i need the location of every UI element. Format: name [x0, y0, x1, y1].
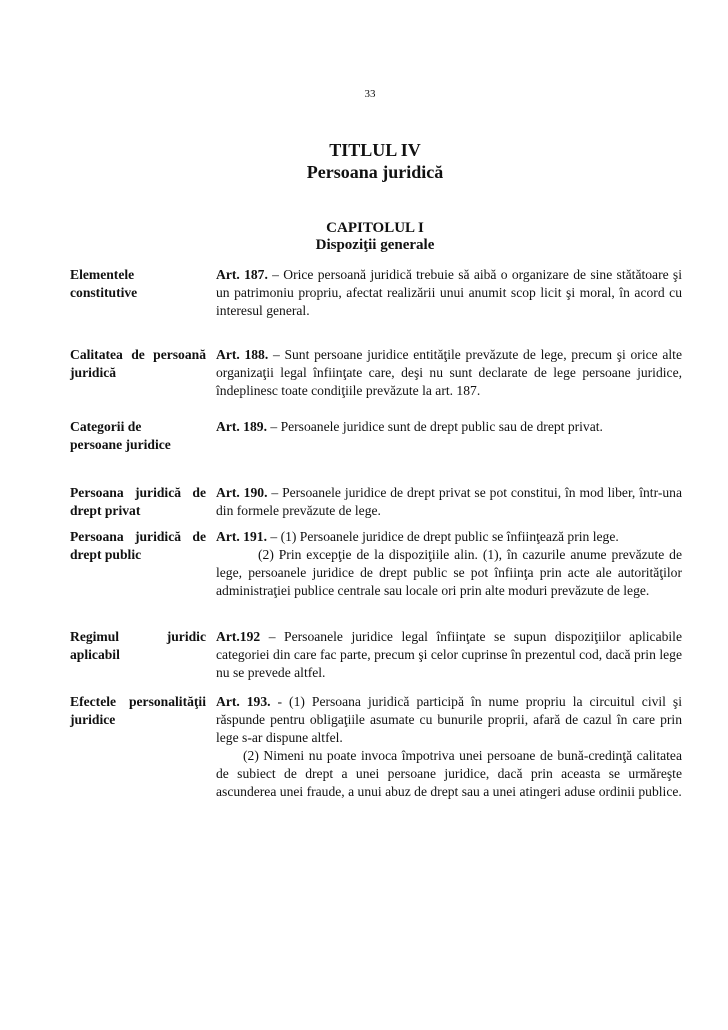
margin-label [70, 266, 206, 302]
margin-label-line: Regimul juridic [70, 629, 206, 644]
margin-label-line: constitutive [70, 285, 138, 300]
article-text: – Persoanele juridice de drept privat se pot constitui, în mod liber, într-una din formele prevăzute de lege. [216, 485, 682, 518]
article-text: – Persoanele juridice sunt de drept public sau de drept privat. [266, 419, 603, 434]
article-number: Art. 191. [216, 529, 267, 544]
article-body [216, 484, 682, 520]
article-text: – Persoanele juridice legal înfiinţate se supun dispoziţiilor aplicabile categoriei din care fac parte, precum şi celor cuprinse în prezentul cod, dacă prin lege nu se prevede altfel. [216, 629, 682, 680]
margin-label-line: Persoana juridică de [70, 529, 206, 544]
article-number: Art. 189. [216, 419, 267, 434]
margin-label-line: drept public [70, 547, 142, 562]
margin-label-line: drept privat [70, 503, 141, 518]
article-text: – Sunt persoane juridice entităţile prevăzute de lege, precum şi orice alte organizaţii legal înfiinţate care, deşi nu sunt declarate de lege persoane juridice, îndeplinesc toate condiţiile prevăzute la art. 187. [216, 347, 682, 398]
article-number: Art.192 [216, 629, 261, 644]
margin-label-line: juridice [70, 712, 116, 727]
article-paragraph [216, 693, 682, 747]
article-body [216, 266, 682, 320]
article-body [216, 346, 682, 400]
margin-label-line: Elementele [70, 267, 135, 282]
margin-label [70, 484, 206, 520]
chapter-heading: CAPITOLUL I [326, 220, 424, 236]
article-number: Art. 193. [216, 694, 271, 709]
article-paragraph-2: (2) Prin excepţie de la dispoziţiile alin. (1), în cazurile anume prevăzute de lege, persoanele juridice de drept public se pot înfiinţa prin acte ale autorităţilor administraţiei publice centrale sau locale ori prin alte moduri prevăzute de lege. [216, 547, 682, 598]
article-paragraph-2: (2) Nimeni nu poate invoca împotriva unei persoane de bună-credinţă calitatea de subiect de drept a unei persoane juridice, dacă prin aceasta se urmăreşte ascunderea unei fraude, a unui abuz de drept sau a unei atingeri aduse ordinii publice. [216, 748, 682, 799]
margin-label-line: aplicabil [70, 647, 120, 662]
article-paragraph [216, 484, 682, 520]
margin-label-line: Categorii de [70, 419, 142, 434]
margin-label [70, 628, 206, 664]
margin-label-line: Efectele personalităţii [70, 694, 206, 709]
article-body [216, 693, 682, 801]
page-number: 33 [364, 88, 376, 100]
article-body [216, 418, 682, 436]
article-paragraph [216, 628, 682, 682]
chapter-subheading: Dispoziţii generale [315, 237, 435, 253]
article-body [216, 528, 682, 600]
title-heading: TITLUL IV [329, 140, 421, 160]
article-number: Art. 190. [216, 485, 268, 500]
margin-label [70, 528, 206, 564]
article-paragraph [216, 266, 682, 320]
title-subheading: Persoana juridică [306, 162, 444, 182]
margin-label-line: Calitatea de persoană [70, 347, 206, 362]
article-number: Art. 187. [216, 267, 268, 282]
article-text: – Orice persoană juridică trebuie să aibă o organizare de sine stătătoare şi un patrimoniu propriu, afectat realizării unui anumit scop licit şi moral, în acord cu interesul general. [216, 267, 683, 318]
margin-label-line: persoane juridice [70, 437, 171, 452]
article-text: – (1) Persoanele juridice de drept public se înfiinţează prin lege. [266, 529, 619, 544]
article-paragraph [216, 346, 682, 400]
margin-label [70, 418, 206, 454]
article-text: - (1) Persoana juridică participă în nume propriu la circuitul civil şi răspunde pentru obligaţiile asumate cu bunurile proprii, afară de cazul în care prin lege s-ar dispune altfel. [216, 694, 682, 745]
margin-label [70, 346, 206, 382]
article-number: Art. 188. [216, 347, 269, 362]
article-paragraph [216, 418, 682, 436]
margin-label-line: juridică [70, 365, 117, 380]
margin-label-line: Persoana juridică de [70, 485, 206, 500]
margin-label [70, 693, 206, 729]
article-body [216, 628, 682, 682]
article-paragraph [216, 528, 682, 546]
